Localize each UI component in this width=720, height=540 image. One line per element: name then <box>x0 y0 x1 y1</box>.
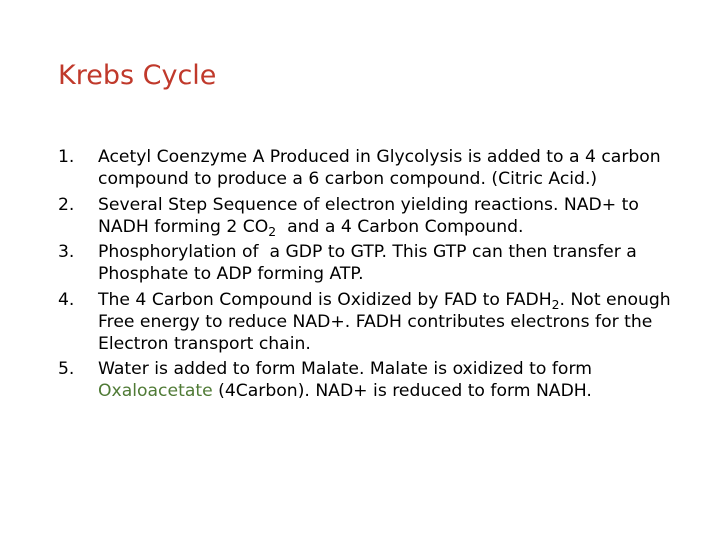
list-number: 1. <box>58 147 75 167</box>
item-line: Electron transport chain. <box>98 333 311 354</box>
list-number: 5. <box>58 359 75 379</box>
list-number: 3. <box>58 242 75 262</box>
list-item-1 <box>58 146 678 190</box>
slide-title: Krebs Cycle <box>58 60 217 91</box>
list-item-2 <box>58 194 678 238</box>
item-line: Several Step Sequence of electron yielding reactions. NAD+ to <box>98 194 639 215</box>
item-line: Free energy to reduce NAD+. FADH contributes electrons for the <box>98 311 653 332</box>
krebs-steps-list <box>58 146 678 406</box>
list-item-text <box>98 146 678 190</box>
item-line-part: NADH forming 2 CO <box>98 216 269 237</box>
list-number: 4. <box>58 289 75 310</box>
item-line-part: and a 4 Carbon Compound. <box>276 216 524 237</box>
item-line-part: (4Carbon). NAD+ is reduced to form NADH. <box>212 381 592 401</box>
list-item-text <box>98 358 678 402</box>
item-line: Acetyl Coenzyme A Produced in Glycolysis is added to a 4 carbon <box>98 147 661 167</box>
item-line: Phosphorylation of a GDP to GTP. This GTP can then transfer a <box>98 242 637 262</box>
item-line-part: . Not enough <box>559 289 671 310</box>
subscript: 2 <box>268 224 277 239</box>
list-item-text <box>98 194 678 238</box>
list-item-text <box>98 289 678 355</box>
list-item-text <box>98 241 678 285</box>
subscript: 2 <box>551 297 560 312</box>
list-item-5 <box>58 358 678 402</box>
item-line: Water is added to form Malate. Malate is oxidized to form <box>98 359 592 379</box>
list-item-3 <box>58 241 678 285</box>
item-line: compound to produce a 6 carbon compound. (Citric Acid.) <box>98 169 598 189</box>
oxaloacetate-highlight: Oxaloacetate <box>98 381 213 401</box>
item-line-part: The 4 Carbon Compound is Oxidized by FAD to FADH <box>98 289 552 310</box>
list-number: 2. <box>58 194 75 215</box>
list-item-4 <box>58 289 678 355</box>
item-line: Phosphate to ADP forming ATP. <box>98 264 364 284</box>
